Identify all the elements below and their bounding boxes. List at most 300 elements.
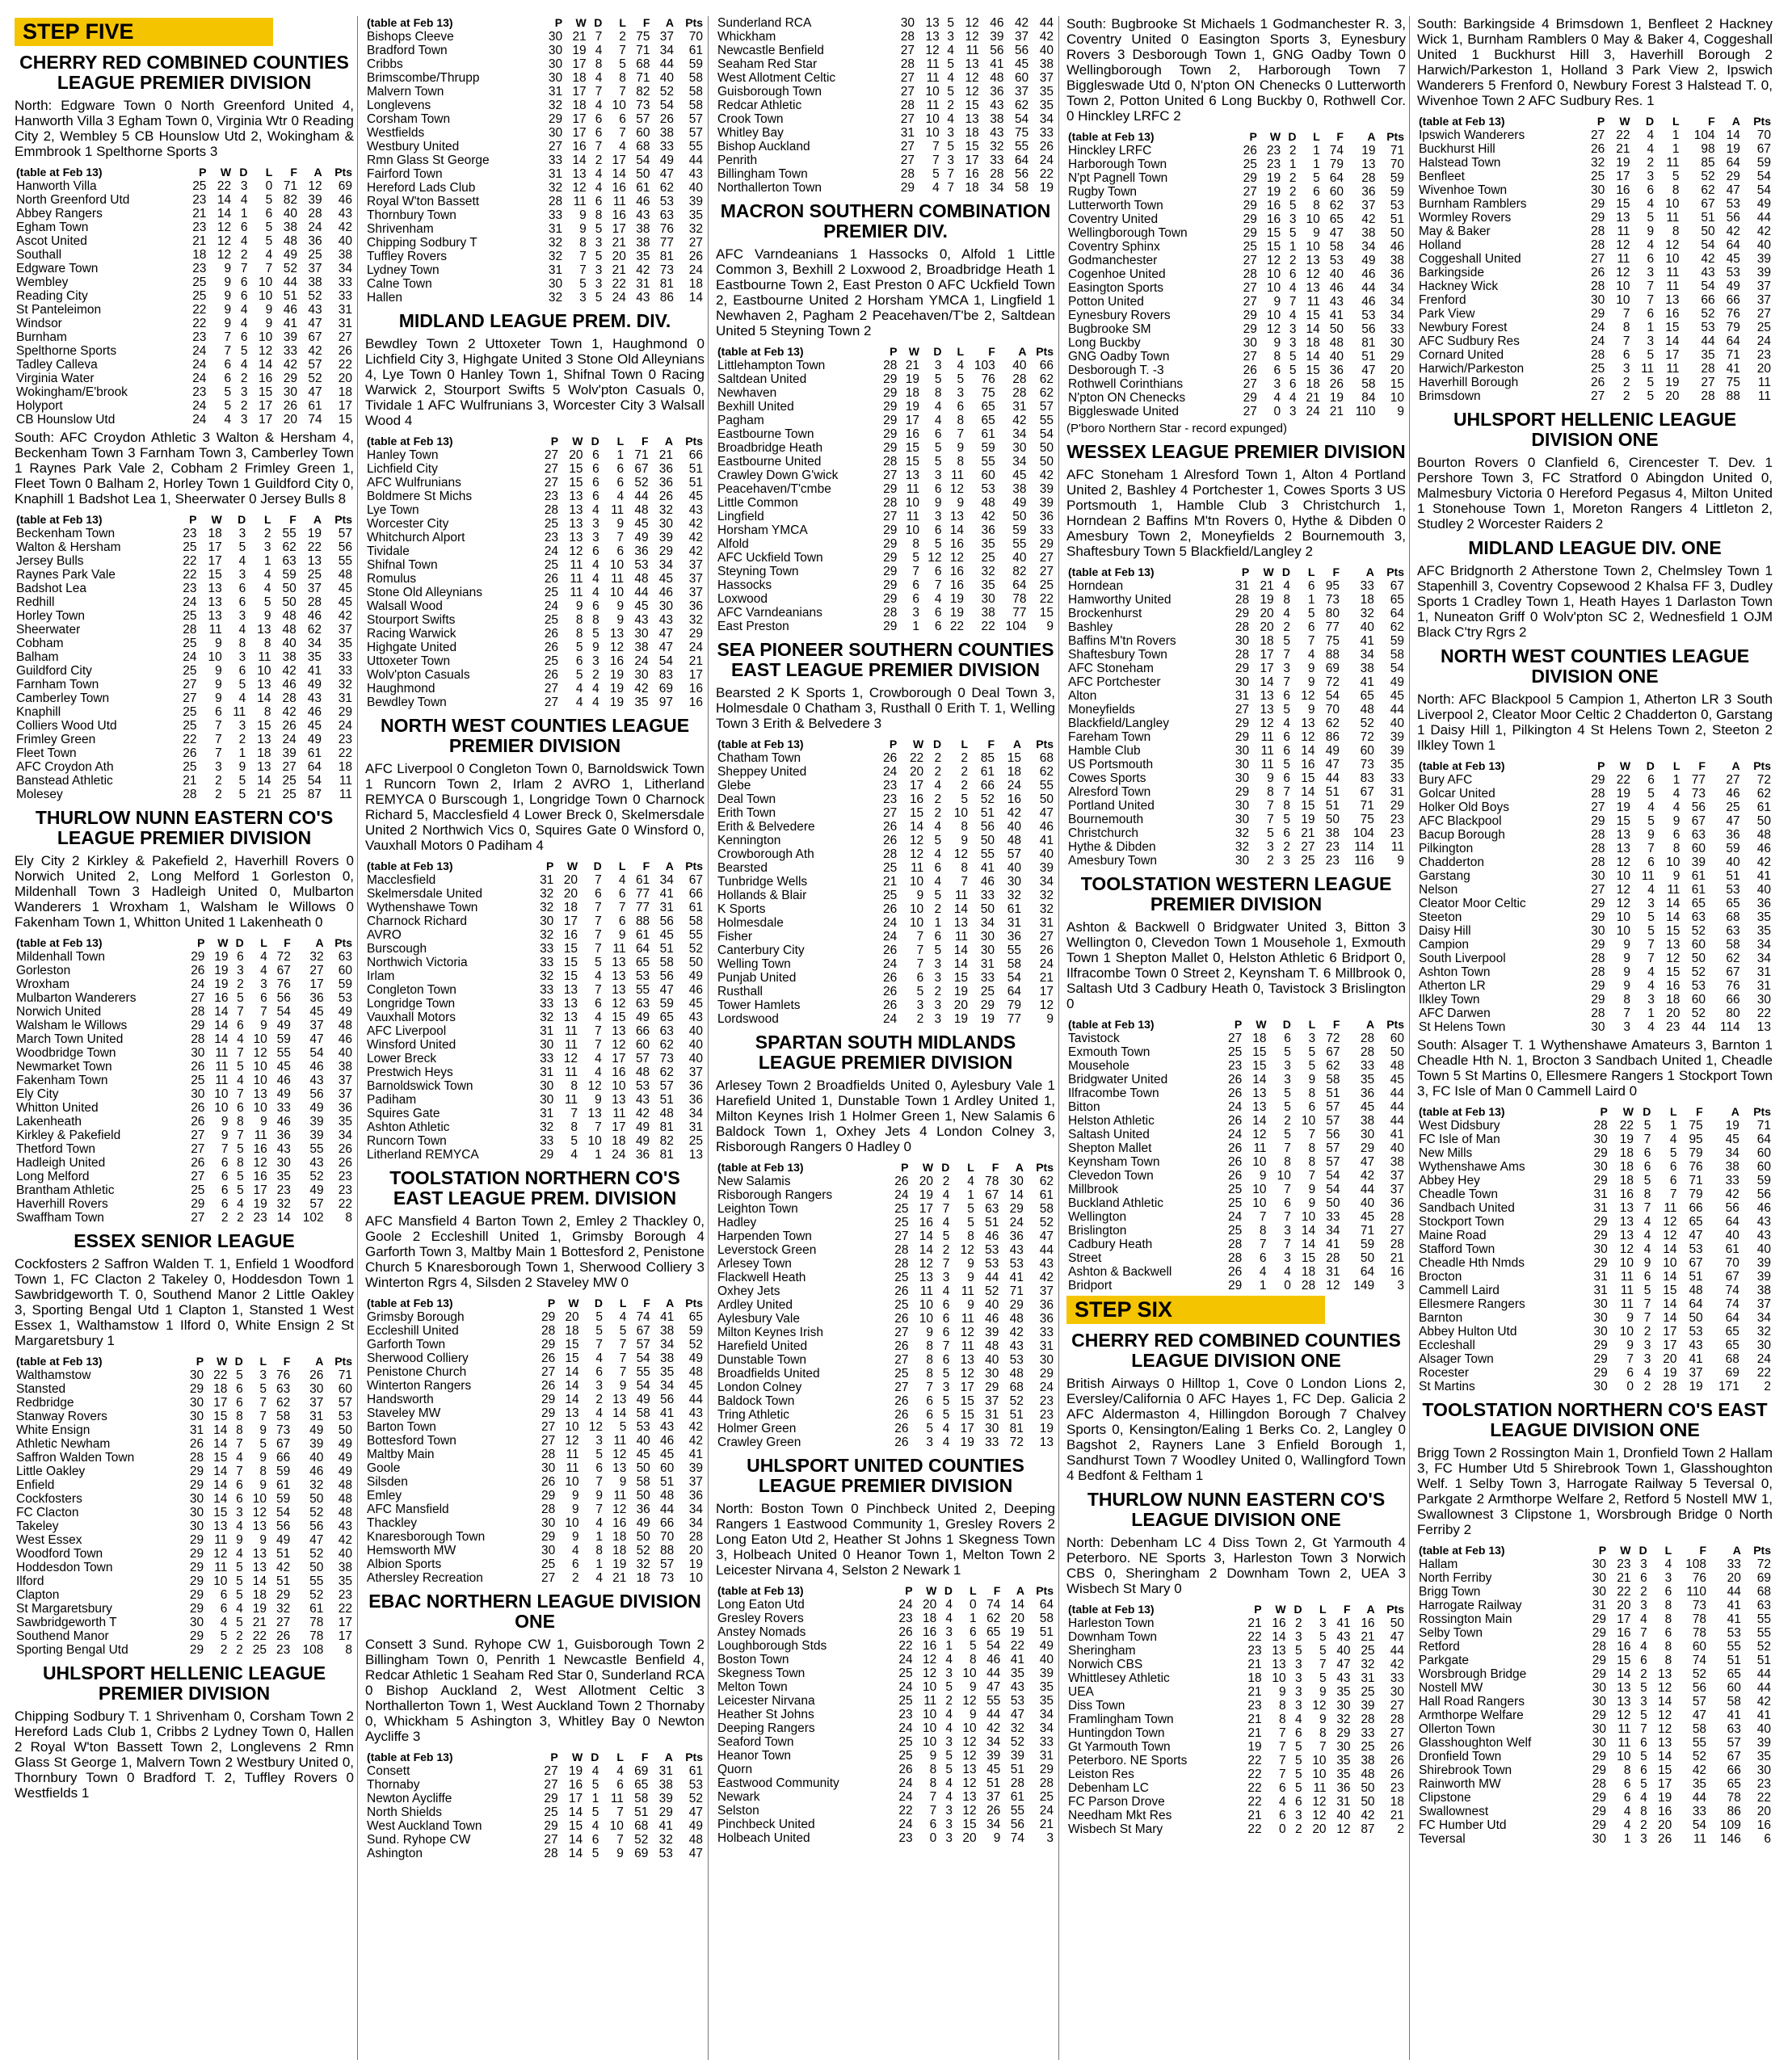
stat-cell: 14 [1301,1238,1316,1251]
table-date-label: (table at Feb 13) [1068,1018,1155,1031]
stat-cell: 28 [282,691,297,705]
stat-cell: 15 [1665,321,1680,334]
team-name: Penistone Church [367,1365,467,1379]
stat-cell: 39 [283,330,297,344]
table-row [716,620,1055,633]
team-name: Godmanchester [1068,254,1158,267]
stat-cell: 53 [1701,321,1715,334]
stat-cell: 53 [1691,979,1706,993]
stat-cell: 55 [1007,944,1021,957]
stat-cell: 18 [1666,993,1681,1007]
stat-cell: 32 [636,1557,650,1571]
stat-cell: 4 [1283,579,1290,593]
column-header: A [1012,738,1021,750]
stat-cell: 14 [568,1805,583,1819]
stat-cell: 25 [1726,801,1740,814]
column-header: L [263,513,271,526]
stat-cell: 13 [1665,293,1680,307]
stat-cell: 3 [592,654,599,668]
stat-cell: 5 [265,193,273,207]
stat-cell: 27 [191,1142,205,1156]
stat-cell: 3 [240,413,248,427]
stat-cell: 48 [1756,828,1771,842]
team-name: Retford [1419,1640,1460,1654]
stat-cell: 56 [1756,1187,1771,1201]
team-name: Royal W'ton Bassett [367,195,480,208]
stat-cell: 8 [1273,350,1281,364]
table-row [365,1833,705,1847]
table-row [716,1243,1055,1257]
stat-cell: 3 [595,1434,604,1448]
stat-cell: 50 [980,902,995,916]
stat-cell: 25 [282,774,297,788]
stat-cell: 4 [1259,1265,1267,1279]
table-row [15,950,354,964]
stat-cell: 18 [192,248,207,262]
stat-cell: 46 [309,1465,324,1478]
team-name: Milton Keynes Irish [717,1326,823,1339]
table-row [1066,350,1406,364]
stat-cell: 28 [1591,952,1605,965]
team-name: West Didsbury [1419,1119,1500,1133]
stat-cell: 51 [1727,1654,1741,1667]
table-row [15,1478,354,1492]
stat-cell: 32 [1039,902,1054,916]
stat-cell: 72 [1325,675,1340,689]
stat-cell: 57 [636,1338,650,1351]
stat-cell: 4 [575,696,583,709]
stat-cell: 12 [565,1434,579,1448]
table-row [716,496,1055,510]
stat-cell: 16 [1665,307,1680,321]
stat-cell: 7 [595,1038,602,1052]
team-name: Wivenhoe Town [1419,183,1508,197]
team-name: Macclesfield [367,873,436,887]
team-name: Hackney Wick [1419,280,1499,293]
stat-cell: 29 [191,950,205,964]
team-name: Highgate United [367,641,457,654]
stat-cell: 5 [967,1202,974,1216]
stat-cell: 58 [1326,1073,1340,1087]
stat-cell: 4 [595,1011,602,1024]
stat-cell: 37 [986,1790,1001,1804]
league-title: UHLSPORT HELLENIC LEAGUE PREMIER DIVISION [42,1662,326,1704]
stat-cell: 61 [688,901,703,914]
stat-cell: 60 [1329,185,1344,199]
stat-cell: 30 [1592,1571,1607,1585]
stat-cell: 23 [338,1183,352,1197]
stat-cell: 19 [1619,1133,1634,1146]
stat-cell: 24 [544,599,559,613]
stat-cell: 18 [213,1382,228,1396]
stat-cell: 13 [569,517,583,531]
stat-cell: 12 [962,1776,977,1790]
stat-cell: 27 [544,1778,558,1792]
stat-cell: 39 [1691,855,1706,869]
stat-cell: 9 [265,317,273,330]
stat-cell: 51 [283,289,297,303]
team-name: Selston [717,1804,759,1818]
stat-cell: 3 [215,760,222,774]
stat-cell: 10 [1665,197,1680,211]
stat-cell: 51 [1701,211,1715,225]
stat-cell: 73 [659,263,675,277]
stat-cell: 16 [923,1639,937,1653]
stat-cell: 50 [1329,322,1344,336]
team-name: Westfields [367,126,425,140]
column-header: L [616,435,625,448]
stat-cell: 19 [1301,813,1315,826]
stat-cell: 28 [191,1005,205,1019]
stat-cell: 13 [1617,1681,1631,1695]
stat-cell: 21 [1247,1658,1262,1671]
table-row [1417,1297,1773,1311]
stat-cell: 12 [217,221,232,234]
table-row [15,372,354,385]
stat-cell: 26 [1390,1767,1404,1781]
stat-cell: 70 [1390,158,1404,171]
stat-cell: 30 [548,44,563,57]
table-row [716,578,1055,592]
table-row [15,275,354,289]
stat-cell: 6 [912,578,919,592]
stat-cell: 75 [1325,634,1340,648]
team-name: Brimsdown [1419,389,1481,403]
stat-cell: 61 [1756,801,1771,814]
table-row [716,427,1055,441]
column-header: L [619,1297,627,1309]
stat-cell: 25 [183,664,197,678]
stat-cell: 12 [923,1667,937,1680]
stat-cell: 28 [1701,389,1715,403]
stat-cell: 8 [961,820,969,834]
stat-cell: 51 [980,806,995,820]
stat-cell: 34 [659,44,675,57]
stat-cell: 41 [1329,309,1344,322]
league-title: MIDLAND LEAGUE DIV. ONE [1468,537,1722,558]
team-name: Millbrook [1068,1183,1119,1196]
stat-cell: 55 [1012,537,1027,551]
table-row [1417,156,1773,170]
team-name: FC Humber Utd [1419,1818,1507,1832]
column-3 [716,16,1055,2060]
stat-cell: 7 [942,1257,950,1271]
stat-cell: 37 [1014,85,1029,99]
stat-cell: 18 [1306,336,1320,350]
column-header: L [260,936,267,949]
stat-cell: 60 [1360,744,1374,758]
table-row [716,1202,1055,1216]
stat-cell: 22 [898,1639,913,1653]
stat-cell: 14 [257,691,271,705]
team-name: AFC Varndeanians [717,606,822,620]
stat-cell: 6 [934,930,942,944]
team-name: Steyning Town [717,565,799,578]
stat-cell: 48 [990,71,1004,85]
stat-cell: 4 [1647,128,1655,142]
stat-cell: 17 [1663,1325,1677,1339]
stat-cell: 29 [189,1602,204,1616]
table-row [1066,607,1406,620]
stat-cell: 36 [688,1093,703,1107]
stat-cell: 43 [658,613,674,627]
stat-cell: 26 [1227,1141,1243,1155]
stat-cell: 45 [1360,1210,1375,1224]
stat-cell: 83 [1360,771,1374,785]
column-header: F [642,435,649,448]
stat-cell: 26 [986,1804,1001,1818]
table-row [1417,855,1773,869]
stat-cell: 21 [1617,1571,1631,1585]
stat-cell: 2 [1294,1616,1302,1630]
stat-cell: 0 [1273,405,1281,418]
stat-cell: 60 [981,469,995,482]
stat-cell: 66 [635,1024,650,1038]
stat-cell: 14 [612,1406,627,1420]
stat-cell: 42 [1039,469,1054,482]
stat-cell: 26 [544,668,559,682]
team-name: Deal Town [717,792,776,806]
stat-cell: 33 [548,208,563,222]
stat-cell: 22 [612,277,626,291]
stat-cell: 41 [1360,634,1374,648]
team-name: AFC Liverpool [367,1024,447,1038]
team-name: Glasshoughton Welf [1419,1736,1532,1750]
stat-cell: 18 [612,1544,627,1557]
stat-cell: 29 [1243,212,1257,226]
team-name: Stockport Town [1419,1215,1504,1229]
stat-cell: 5 [945,1680,953,1694]
stat-cell: 10 [1301,1210,1316,1224]
stat-cell: 7 [595,140,603,153]
column-header: Pts [685,1297,703,1309]
stat-cell: 15 [1266,226,1281,240]
stat-cell: 74 [1725,1284,1739,1297]
table-row [365,1557,705,1571]
stat-cell: 30 [980,930,995,944]
stat-cell: 9 [1308,1196,1316,1210]
stat-cell: 49 [635,1120,650,1134]
stat-cell: 114 [1719,1020,1740,1034]
stat-cell: 1 [1307,593,1315,607]
table-row [716,1721,1055,1735]
column-header: D [594,16,603,29]
stat-cell: 65 [981,414,995,427]
stat-cell: 27 [544,462,559,476]
stat-cell: 13 [953,916,969,930]
stat-cell: 28 [1390,1210,1404,1224]
stat-cell: 43 [338,207,352,221]
stat-cell: 29 [1235,730,1250,744]
stat-cell: 78 [1692,1626,1707,1640]
stat-cell: 53 [1727,1626,1741,1640]
stat-cell: 2 [240,372,248,385]
stat-cell: 5 [591,1805,599,1819]
stat-cell: 24 [612,291,626,305]
table-row [365,1764,705,1778]
stat-cell: 7 [1308,1128,1316,1141]
stat-cell: 12 [588,1420,604,1434]
stat-cell: 15 [1617,1654,1631,1667]
stat-cell: 21 [1247,1726,1262,1740]
stat-cell: 11 [570,558,583,572]
stat-cell: 5 [619,1324,627,1338]
stat-cell: 73 [659,1571,675,1585]
stat-cell: 48 [1390,1059,1404,1073]
column-header: Pts [334,166,352,179]
stat-cell: 39 [309,1115,324,1129]
stat-cell: 2 [934,985,942,998]
stat-cell: 6 [215,705,222,719]
stat-cell: 43 [1336,1671,1351,1685]
stat-cell: 39 [1756,266,1771,280]
stat-cell: 12 [1619,1242,1634,1256]
stat-cell: 12 [960,1326,974,1339]
stat-cell: 9 [263,609,271,623]
table-row [1066,1809,1406,1822]
stat-cell: 1 [945,1639,953,1653]
table-row [1066,1210,1406,1224]
team-name: Hoddesdon Town [16,1561,113,1574]
team-name: Walsham le Willows [16,1019,128,1032]
stat-cell: 28 [1227,1238,1243,1251]
stat-cell: 27 [894,1326,909,1339]
team-name: Ashton & Backwell [1068,1265,1172,1279]
stat-cell: 29 [541,1489,556,1503]
stat-cell: 18 [965,181,979,195]
stat-cell: 4 [224,413,232,427]
stat-cell: 51 [1726,869,1740,883]
stat-cell: 34 [659,873,674,887]
stat-cell: 2 [961,779,969,792]
stat-cell: 22 [338,1602,352,1616]
table-row [716,372,1055,386]
table-date-label: (table at Feb 13) [1068,565,1155,578]
team-name: Coventry United [1068,212,1159,226]
stat-cell: 34 [658,558,674,572]
stat-cell: 4 [1643,1215,1651,1229]
stat-cell: 95 [1325,579,1340,593]
stat-cell: 3 [1289,336,1297,350]
table-row [1417,1311,1773,1325]
table-row [365,956,705,969]
stat-cell: 14 [1272,1630,1286,1644]
column-header: Pts [685,860,703,872]
stat-cell: 52 [636,1544,650,1557]
stat-cell: 49 [276,1019,291,1032]
stat-cell: 10 [1616,910,1631,924]
team-name: Redhill [16,595,55,609]
team-name: Skelmersdale United [367,887,483,901]
stat-cell: 7 [1267,799,1274,813]
stat-cell: 23 [898,1831,913,1845]
stat-cell: 67 [1689,1256,1703,1270]
stat-cell: 29 [1593,1174,1608,1187]
stat-cell: 23 [192,330,207,344]
stat-cell: 6 [1640,1763,1647,1777]
stat-cell: 30 [1591,1020,1605,1034]
stat-cell: 53 [1726,197,1740,211]
stat-cell: 77 [1691,773,1706,787]
stat-cell: 50 [636,1461,650,1475]
stat-cell: 59 [1390,171,1404,185]
table-row [15,207,354,221]
stat-cell: 26 [882,834,898,847]
column-header: A [1016,1584,1024,1597]
stat-cell: 55 [309,1574,324,1588]
stat-cell: 28 [883,455,898,469]
stat-cell: 12 [949,551,965,565]
column-header: Pts [334,936,352,949]
stat-cell: 48 [634,503,649,517]
stat-cell: 24 [1007,779,1021,792]
stat-cell: 6 [238,595,246,609]
stat-cell: 4 [1647,142,1655,156]
stat-cell: 7 [934,578,942,592]
team-name: Chadderton [1419,855,1485,869]
stat-cell: 5 [1284,1087,1291,1100]
stat-cell: 9 [1623,965,1631,979]
stat-cell: 3 [1273,377,1281,391]
stat-cell: 30 [1243,336,1257,350]
stat-cell: 67 [634,462,649,476]
stat-cell: 13 [252,1519,267,1533]
stat-cell: 30 [981,592,995,606]
stat-cell: 21 [1390,1251,1404,1265]
stat-cell: 35 [659,1365,675,1379]
stat-cell: 29 [1243,171,1257,185]
stat-cell: 39 [658,531,674,544]
stat-cell: 77 [635,901,650,914]
team-name: Farnham Town [16,678,99,691]
league-table [1417,1105,1773,1393]
stat-cell: 3 [1647,266,1655,280]
table-row [716,565,1055,578]
stat-cell: 7 [932,140,940,153]
team-name: Westbury United [367,140,460,153]
stat-cell: 10 [609,558,625,572]
stat-cell: 40 [338,234,352,248]
stat-cell: 7 [260,1005,267,1019]
team-name: Prestwich Heys [367,1066,453,1079]
stat-cell: 29 [1592,1750,1607,1763]
table-row [716,1653,1055,1667]
stat-cell: 3 [238,527,246,540]
team-name: Beckenham Town [16,527,116,540]
stat-cell: 9 [1259,1169,1267,1183]
column-header: W [217,936,229,949]
table-row [1066,662,1406,675]
stat-cell: 56 [980,820,995,834]
stat-cell: 62 [307,623,322,637]
table-row [365,1503,705,1516]
stat-cell: 22 [183,568,197,582]
stat-cell: 46 [1361,295,1376,309]
stat-cell: 47 [658,641,674,654]
stat-cell: 24 [1039,957,1054,971]
stat-cell: 31 [1593,1201,1608,1215]
stat-cell: 7 [595,942,602,956]
stat-cell: 13 [208,582,222,595]
team-name: Haverhill Rovers [16,1197,108,1211]
team-name: Welling Town [717,957,791,971]
stat-cell: 6 [592,599,599,613]
stat-cell: 5 [595,956,602,969]
stat-cell: 3 [1294,1671,1302,1685]
stat-cell: 3 [1294,1658,1302,1671]
stat-cell: 39 [1756,1270,1771,1284]
column-header: A [1366,1603,1375,1616]
